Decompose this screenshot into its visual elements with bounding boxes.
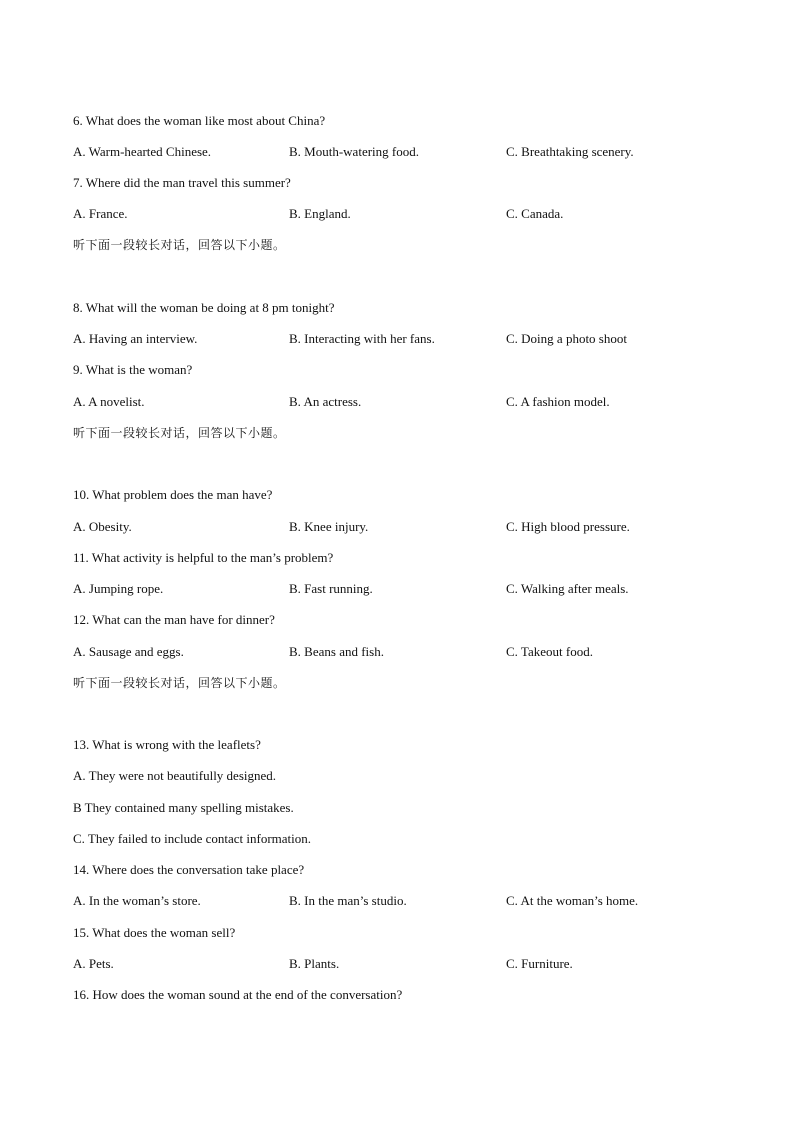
option-8a: A. Having an interview.	[73, 331, 198, 346]
question-9: 9. What is the woman?	[73, 362, 193, 377]
listening-instruction: 听下面一段较长对话，回答以下小题。	[73, 426, 286, 440]
question-12: 12. What can the man have for dinner?	[73, 612, 275, 627]
option-8b: B. Interacting with her fans.	[289, 331, 435, 346]
option-15a: A. Pets.	[73, 956, 114, 971]
option-6a: A. Warm-hearted Chinese.	[73, 144, 212, 159]
option-14c: C. At the woman’s home.	[506, 893, 639, 908]
option-9a: A. A novelist.	[73, 394, 145, 409]
option-11c: C. Walking after meals.	[506, 581, 629, 596]
option-12b: B. Beans and fish.	[289, 644, 384, 659]
option-9c: C. A fashion model.	[506, 394, 610, 409]
option-10c: C. High blood pressure.	[506, 519, 630, 534]
option-12a: A. Sausage and eggs.	[73, 644, 184, 659]
listening-instruction: 听下面一段较长对话，回答以下小题。	[73, 676, 286, 690]
option-14b: B. In the man’s studio.	[289, 893, 407, 908]
option-7b: B. England.	[289, 206, 351, 221]
question-13: 13. What is wrong with the leaflets?	[73, 737, 261, 752]
question-15: 15. What does the woman sell?	[73, 925, 236, 940]
listening-instruction: 听下面一段较长对话，回答以下小题。	[73, 238, 286, 252]
option-10b: B. Knee injury.	[289, 519, 369, 534]
option-13b: B They contained many spelling mistakes.	[73, 800, 294, 815]
option-13a: A. They were not beautifully designed.	[73, 768, 277, 783]
question-6: 6. What does the woman like most about China?	[73, 113, 326, 128]
option-14a: A. In the woman’s store.	[73, 893, 201, 908]
option-8c: C. Doing a photo shoot	[506, 331, 627, 346]
option-7a: A. France.	[73, 206, 128, 221]
option-11b: B. Fast running.	[289, 581, 373, 596]
option-9b: B. An actress.	[289, 394, 362, 409]
option-11a: A. Jumping rope.	[73, 581, 164, 596]
question-16: 16. How does the woman sound at the end of the conversation?	[73, 987, 403, 1002]
question-11: 11. What activity is helpful to the man’s problem?	[73, 550, 334, 565]
option-6b: B. Mouth-watering food.	[289, 144, 419, 159]
question-14: 14. Where does the conversation take place?	[73, 862, 305, 877]
question-8: 8. What will the woman be doing at 8 pm tonight?	[73, 300, 335, 315]
option-12c: C. Takeout food.	[506, 644, 593, 659]
option-6c: C. Breathtaking scenery.	[506, 144, 634, 159]
option-15c: C. Furniture.	[506, 956, 573, 971]
question-10: 10. What problem does the man have?	[73, 487, 273, 502]
option-10a: A. Obesity.	[73, 519, 132, 534]
option-7c: C. Canada.	[506, 206, 564, 221]
option-15b: B. Plants.	[289, 956, 340, 971]
option-13c: C. They failed to include contact information.	[73, 831, 312, 846]
question-7: 7. Where did the man travel this summer?	[73, 175, 291, 190]
